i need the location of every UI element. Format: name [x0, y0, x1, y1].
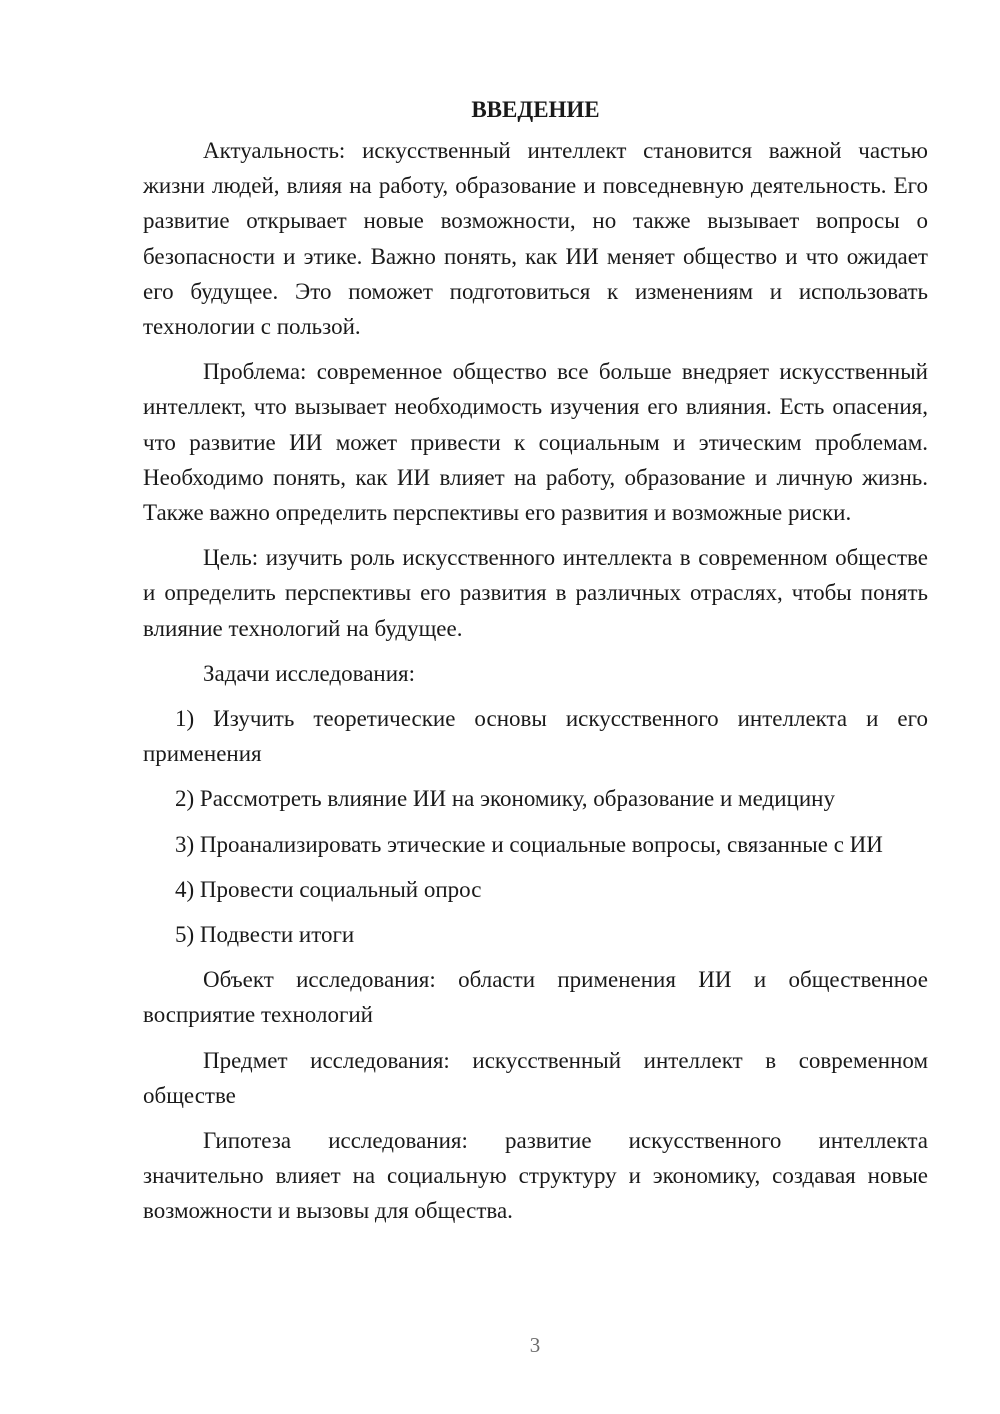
problem-paragraph: Проблема: современное общество все больше внедряет искусственный интеллект, что вызывает необходимость изучения его влияния. Есть опасения, что развитие ИИ может привести к социальным и этическим проблемам. Необходимо понять, как ИИ влияет на работу, образование и личную жизнь. Также важно определить перспективы его развития и возможные риски. [143, 359, 928, 526]
goal-paragraph: Цель: изучить роль искусственного интеллекта в современном обществе и определить перспективы его развития в различных отраслях, чтобы понять влияние технологий на будущее. [143, 545, 928, 641]
task-item-2: 2) Рассмотреть влияние ИИ на экономику, образование и медицину [175, 786, 835, 812]
task-item-4: 4) Провести социальный опрос [175, 876, 482, 902]
task-item-5: 5) Подвести итоги [175, 922, 355, 948]
page-number: 3 [529, 1333, 541, 1357]
tasks-heading: Задачи исследования: [203, 660, 416, 686]
object-paragraph: Объект исследования: области применения ИИ и общественное восприятие технологий [143, 967, 928, 1028]
document-page [143, 92, 928, 1239]
relevance-paragraph: Актуальность: искусственный интеллект становится важной частью жизни людей, влияя на работу, образование и повседневную деятельность. Его развитие открывает новые возможности, но также вызывает вопросы о безопасности и этике. Важно понять, как ИИ меняет общество и что ожидает его будущее. Это поможет подготовиться к изменениям и использовать технологии с пользой. [143, 138, 928, 340]
task-item-3: 3) Проанализировать этические и социальные вопросы, связанные с ИИ [175, 831, 883, 857]
page-title: ВВЕДЕНИЕ [471, 97, 600, 122]
hypothesis-paragraph: Гипотеза исследования: развитие искусственного интеллекта значительно влияет на социальную структуру и экономику, создавая новые возможности и вызовы для общества. [143, 1128, 928, 1224]
subject-paragraph: Предмет исследования: искусственный интеллект в современном обществе [143, 1047, 928, 1108]
task-item-1: 1) Изучить теоретические основы искусственного интеллекта и его применения [143, 706, 928, 767]
